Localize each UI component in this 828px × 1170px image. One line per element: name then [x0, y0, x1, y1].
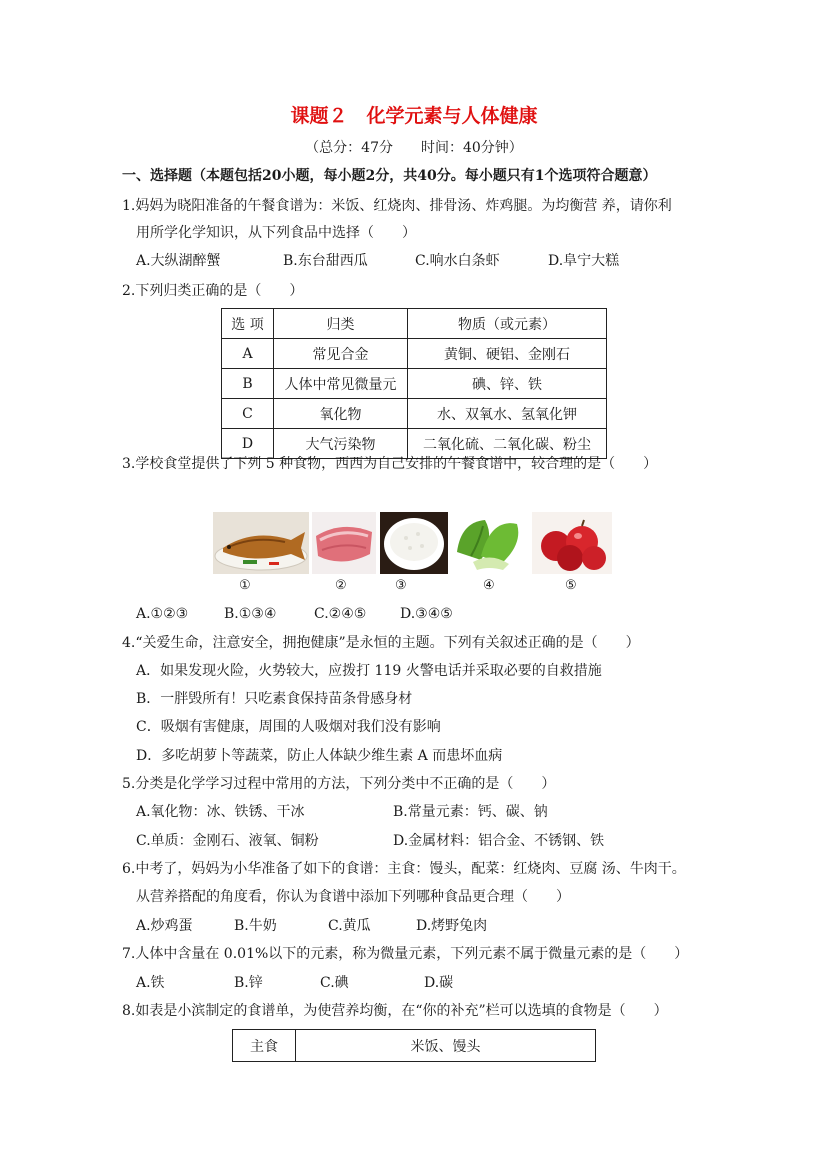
table-cell: 大气污染物 — [274, 429, 408, 459]
photo-label-2: ② — [335, 578, 347, 593]
table-cell: 黄铜、硬铝、金刚石 — [408, 339, 607, 369]
table-row — [222, 339, 607, 369]
q6-option-d: D.烤野兔肉 — [416, 918, 488, 934]
table-cell: C — [222, 399, 274, 429]
table-cell: B — [222, 369, 274, 399]
raw-meat-image — [312, 512, 376, 574]
q7-option-d: D.碳 — [424, 975, 454, 991]
question-8: 8.如表是小滨制定的食谱单，为使营养均衡，在“你的补充”栏可以选填的食物是（ ） — [122, 1003, 668, 1019]
q7-option-a: A.铁 — [136, 975, 165, 991]
table-cell: 主食 — [233, 1030, 296, 1062]
q6-option-b: B.牛奶 — [234, 918, 277, 934]
table-cell: 人体中常见微量元 — [274, 369, 408, 399]
q3-option-a: A.①②③ — [136, 606, 189, 622]
table-header-cell: 归类 — [274, 309, 408, 339]
table-header-cell: 物质（或元素） — [408, 309, 607, 339]
q1-option-b: B.东台甜西瓜 — [283, 253, 368, 269]
table-cell: 氧化物 — [274, 399, 408, 429]
table-cell: 碘、锌、铁 — [408, 369, 607, 399]
q3-option-d: D.③④⑤ — [400, 606, 453, 622]
q7-option-b: B.锌 — [234, 975, 263, 991]
q1-option-d: D.阜宁大糕 — [548, 253, 620, 269]
q4-option-d: D．多吃胡萝卜等蔬菜，防止人体缺少维生素 A 而患坏血病 — [136, 748, 503, 764]
q6-option-c: C.黄瓜 — [328, 918, 371, 934]
q6-option-a: A.炒鸡蛋 — [136, 918, 193, 934]
table-cell: 常见合金 — [274, 339, 408, 369]
q1-option-c: C.响水白条虾 — [415, 253, 500, 269]
table-row — [233, 1030, 596, 1062]
exam-info: （总分：47分 时间：40分钟） — [305, 140, 523, 156]
question-6-line-1: 6.中考了，妈妈为小华准备了如下的食谱：主食：馒头，配菜：红烧肉、豆腐 汤、牛肉干。 — [122, 861, 686, 877]
bok-choy-image — [451, 512, 530, 574]
table-row — [222, 399, 607, 429]
table-row — [222, 369, 607, 399]
q4-option-a: A．如果发现火险，火势较大，应拨打 119 火警电话并采取必要的自救措施 — [136, 663, 602, 679]
fish-dish-image — [213, 512, 309, 574]
q5-option-c: C.单质：金刚石、液氧、铜粉 — [136, 833, 319, 849]
table-cell: 米饭、馒头 — [296, 1030, 596, 1062]
q4-option-b: B．一胖毁所有！只吃素食保持苗条骨感身材 — [136, 691, 413, 707]
table-cell: 水、双氧水、氢氧化钾 — [408, 399, 607, 429]
rice-bowl-image — [380, 512, 448, 574]
q5-option-d: D.金属材料：铝合金、不锈钢、铁 — [393, 833, 605, 849]
section-heading: 一、选择题（本题包括20小题，每小题2分，共40分。每小题只有1个选项符合题意） — [122, 168, 657, 184]
q5-option-a: A.氧化物：冰、铁锈、干冰 — [136, 804, 305, 820]
photo-label-4: ④ — [483, 578, 495, 593]
question-7: 7.人体中含量在 0.01%以下的元素，称为微量元素，下列元素不属于微量元素的是（ ） — [122, 946, 689, 962]
table-cell: D — [222, 429, 274, 459]
table-header-cell: 选 项 — [222, 309, 274, 339]
food-photos — [213, 512, 612, 574]
question-4: 4.“关爱生命，注意安全，拥抱健康”是永恒的主题。下列有关叙述正确的是（ ） — [122, 635, 640, 651]
question-3: 3.学校食堂提供了下列 5 种食物，西西为自己安排的午餐食谱中，较合理的是（ ） — [122, 456, 658, 472]
question-5: 5.分类是化学学习过程中常用的方法，下列分类中不正确的是（ ） — [122, 776, 556, 792]
table-cell: 二氧化硫、二氧化碳、粉尘 — [408, 429, 607, 459]
photo-label-1: ① — [239, 578, 251, 593]
q1-option-a: A.大纵湖醉蟹 — [136, 253, 221, 269]
question-2: 2.下列归类正确的是（ ） — [122, 283, 304, 299]
page-title: 课题２ 化学元素与人体健康 — [290, 105, 538, 127]
q7-option-c: C.碘 — [320, 975, 349, 991]
q4-option-c: C．吸烟有害健康，周围的人吸烟对我们没有影响 — [136, 719, 441, 735]
q5-option-b: B.常量元素：钙、碳、钠 — [393, 804, 548, 820]
menu-table — [232, 1029, 596, 1062]
apples-image — [532, 512, 612, 574]
table-cell: A — [222, 339, 274, 369]
question-6-line-2: 从营养搭配的角度看，你认为食谱中添加下列哪种食品更合理（ ） — [136, 889, 570, 905]
photo-label-5: ⑤ — [565, 578, 577, 593]
q3-option-c: C.②④⑤ — [314, 606, 367, 622]
question-1-line-2: 用所学化学知识，从下列食品中选择（ ） — [136, 225, 416, 241]
question-1-line-1: 1.妈妈为晓阳准备的午餐食谱为：米饭、红烧肉、排骨汤、炸鸡腿。为均衡营 养，请你利 — [122, 198, 672, 214]
photo-label-3: ③ — [395, 578, 407, 593]
q3-option-b: B.①③④ — [224, 606, 277, 622]
classification-table — [221, 308, 607, 459]
table-header-row — [222, 309, 607, 339]
